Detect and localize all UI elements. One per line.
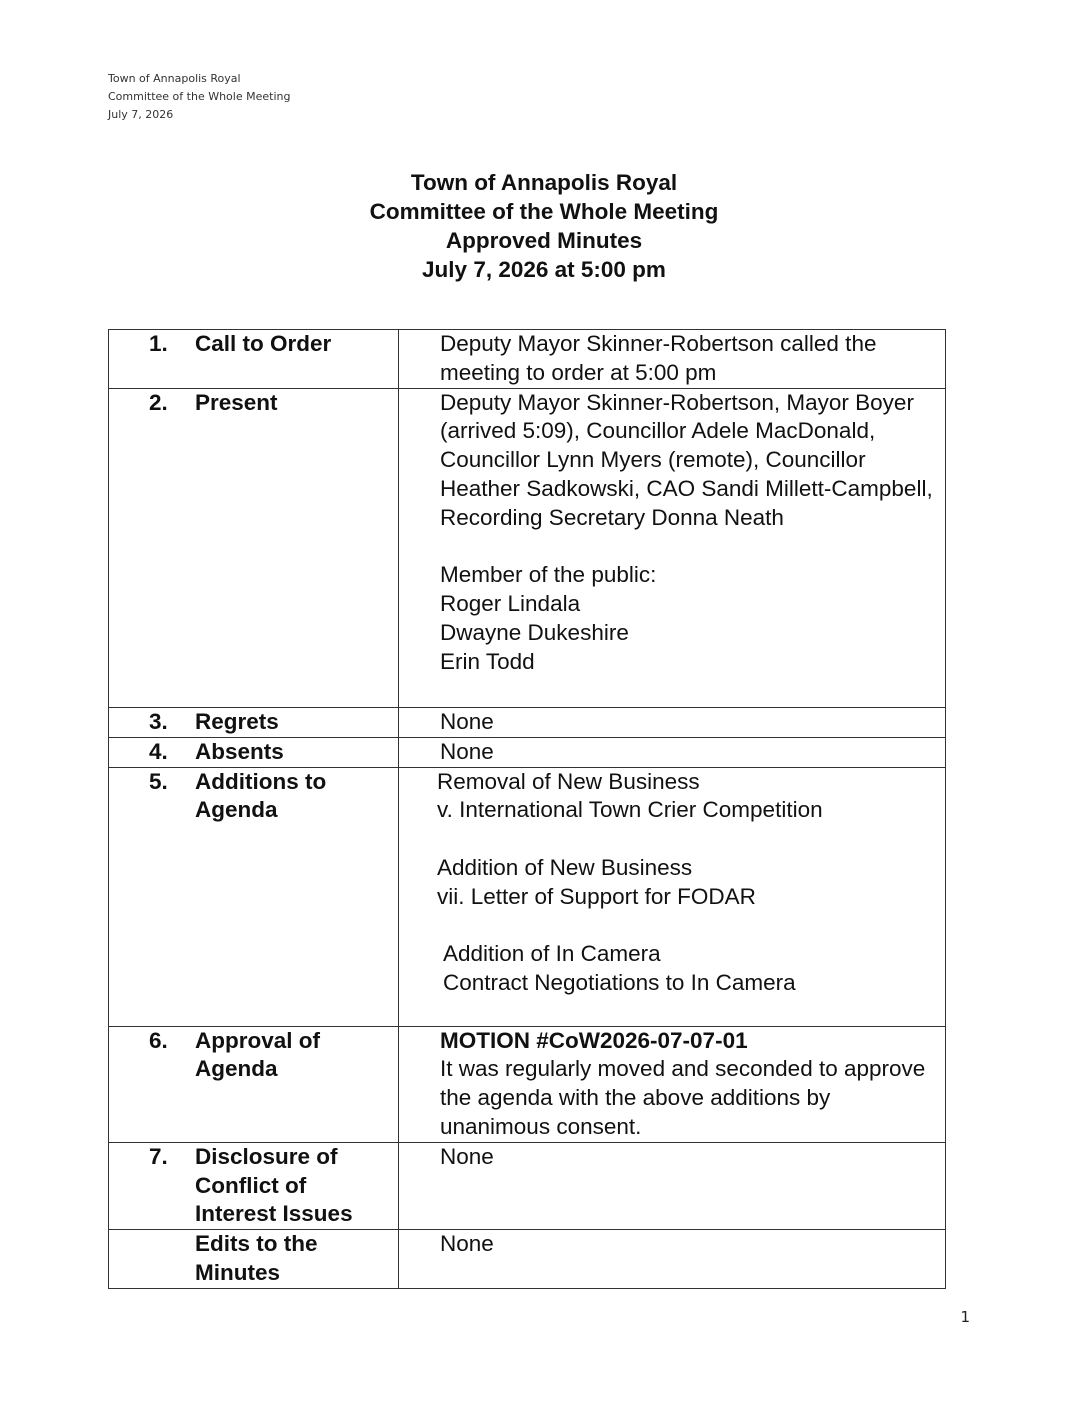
page-number: 1 — [960, 1308, 970, 1326]
removal-item: v. International Town Crier Competition — [437, 797, 823, 823]
title-town: Town of Annapolis Royal — [410, 170, 678, 195]
item-number — [149, 1230, 195, 1288]
item-content: Deputy Mayor Skinner-Robertson called the meeting to order at 5:00 pm — [440, 331, 877, 385]
item-label: Approval of Agenda — [195, 1027, 321, 1082]
item-content: None — [440, 738, 494, 764]
item-number: 7. — [149, 1143, 168, 1169]
item-content: None — [440, 1231, 494, 1257]
item-content: None — [440, 1143, 494, 1169]
row-additions-to-agenda — [109, 767, 946, 1026]
row-approval-of-agenda — [109, 1026, 946, 1142]
in-camera-item: Contract Negotiations to In Camera — [443, 970, 796, 996]
title-meeting: Committee of the Whole Meeting — [369, 199, 719, 224]
item-label: Absents — [195, 738, 284, 764]
header-date: July 7, 2026 — [108, 108, 174, 121]
label-cell — [109, 707, 399, 737]
label-cell — [109, 1026, 399, 1142]
in-camera-heading: Addition of In Camera — [443, 941, 661, 967]
content-cell — [399, 1142, 946, 1229]
addition-heading: Addition of New Business — [437, 854, 693, 880]
motion-number: MOTION #CoW2026-07-07-01 — [440, 1027, 748, 1053]
public-member: Erin Todd — [440, 648, 535, 674]
item-label: Edits to the Minutes — [195, 1231, 318, 1285]
item-label: Present — [195, 389, 278, 415]
content-cell — [399, 707, 946, 737]
header-town: Town of Annapolis Royal — [108, 72, 241, 85]
removal-heading: Removal of New Business — [437, 768, 700, 794]
label-cell — [109, 1230, 399, 1289]
header-meeting: Committee of the Whole Meeting — [108, 90, 291, 103]
label-cell — [109, 388, 399, 707]
attendees-list: Deputy Mayor Skinner-Robertson, Mayor Boyer (arrived 5:09), Councillor Adele MacDonald, Councillor Lynn Myers (remote), Councillor Heather Sadkowski, CAO Sandi Millett-Campbell, Recording Secretary Donna Neath — [440, 389, 933, 530]
label-cell — [109, 767, 399, 1026]
addition-item: vii. Letter of Support for FODAR — [437, 883, 756, 909]
content-cell — [399, 1230, 946, 1289]
label-cell — [109, 737, 399, 767]
item-number: 5. — [149, 768, 168, 794]
item-number: 4. — [149, 738, 168, 764]
public-heading: Member of the public: — [440, 562, 657, 588]
label-cell — [109, 330, 399, 389]
content-cell — [399, 388, 946, 707]
content-cell — [399, 767, 946, 1026]
item-label: Call to Order — [195, 331, 332, 356]
content-cell — [399, 1026, 946, 1142]
minutes-table — [108, 329, 946, 1289]
document-title — [0, 168, 1088, 284]
title-date: July 7, 2026 at 5:00 pm — [422, 257, 666, 282]
item-number: 1. — [149, 331, 168, 356]
page-header — [108, 70, 290, 124]
item-number: 3. — [149, 708, 168, 734]
item-label: Regrets — [195, 708, 279, 734]
content-cell — [399, 737, 946, 767]
row-present — [109, 388, 946, 707]
row-edits-to-minutes — [109, 1230, 946, 1289]
item-number: 2. — [149, 389, 168, 415]
title-minutes: Approved Minutes — [445, 228, 643, 253]
row-regrets — [109, 707, 946, 737]
motion-text: It was regularly moved and seconded to approve the agenda with the above additions by unanimous consent. — [440, 1056, 926, 1139]
item-label: Disclosure of Conflict of Interest Issues — [195, 1143, 353, 1227]
public-member: Roger Lindala — [440, 591, 581, 617]
label-cell — [109, 1142, 399, 1229]
public-member: Dwayne Dukeshire — [440, 619, 629, 645]
item-content: None — [440, 708, 494, 734]
row-disclosure — [109, 1142, 946, 1229]
item-number: 6. — [149, 1027, 168, 1053]
item-label: Additions to Agenda — [195, 768, 327, 823]
row-absents — [109, 737, 946, 767]
content-cell — [399, 330, 946, 389]
row-call-to-order — [109, 330, 946, 389]
